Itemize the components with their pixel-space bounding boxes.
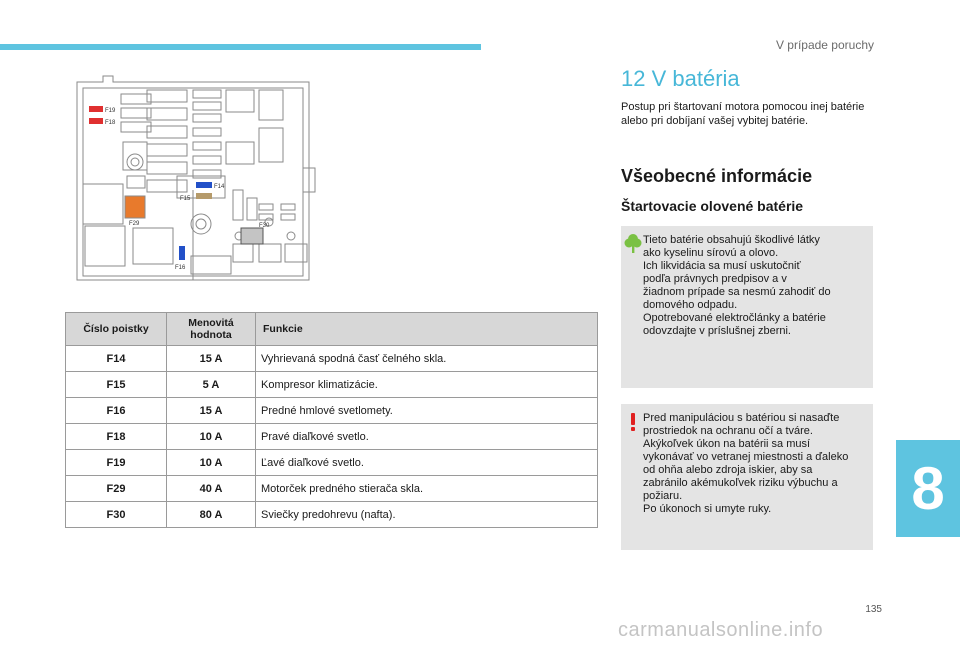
fuse-rating: 40 A bbox=[167, 476, 256, 502]
fuse-function: Kompresor klimatizácie. bbox=[256, 372, 598, 398]
fuse-function: Sviečky predohrevu (nafta). bbox=[256, 502, 598, 528]
table-row bbox=[66, 450, 598, 476]
header-rating: Menovitá hodnota bbox=[167, 313, 256, 346]
fuse-rating: 80 A bbox=[167, 502, 256, 528]
fuse-f16 bbox=[179, 246, 185, 260]
battery-title: 12 V batéria bbox=[621, 66, 740, 91]
fuse-function: Predné hmlové svetlomety. bbox=[256, 398, 598, 424]
fuse-label-f14: F14 bbox=[214, 184, 225, 190]
fuse-number: F29 bbox=[66, 476, 167, 502]
battery-intro: Postup pri štartovaní motora pomocou inej batérie alebo pri dobíjaní vašej vybitej batérie. bbox=[621, 101, 865, 127]
fuse-f14 bbox=[196, 182, 212, 188]
table-row bbox=[66, 502, 598, 528]
fuse-f29 bbox=[125, 196, 145, 218]
page-number: 135 bbox=[865, 604, 882, 615]
fuse-number: F18 bbox=[66, 424, 167, 450]
fuse-number: F14 bbox=[66, 346, 167, 372]
table-row bbox=[66, 398, 598, 424]
fuse-label-f30: F30 bbox=[259, 223, 270, 229]
table-row bbox=[66, 346, 598, 372]
fuse-f18 bbox=[89, 118, 103, 124]
fuse-label-f15: F15 bbox=[180, 196, 191, 202]
table-row bbox=[66, 372, 598, 398]
fuse-f30 bbox=[241, 228, 263, 244]
fuse-function: Pravé diaľkové svetlo. bbox=[256, 424, 598, 450]
fuse-f15 bbox=[196, 193, 212, 199]
fuse-number: F15 bbox=[66, 372, 167, 398]
fuse-number: F16 bbox=[66, 398, 167, 424]
warning-note-box bbox=[621, 404, 873, 550]
lead-acid-heading: Štartovacie olovené batérie bbox=[621, 198, 804, 214]
fuse-label-f19: F19 bbox=[105, 108, 116, 114]
table-header-row bbox=[66, 313, 598, 346]
fuse-function: Vyhrievaná spodná časť čelného skla. bbox=[256, 346, 598, 372]
watermark: carmanualsonline.info bbox=[618, 619, 824, 641]
fuse-rating: 15 A bbox=[167, 398, 256, 424]
fuse-label-f16: F16 bbox=[175, 265, 186, 271]
fuse-box-diagram bbox=[73, 72, 323, 296]
header-fuse-number: Číslo poistky bbox=[66, 313, 167, 346]
tree-icon bbox=[624, 233, 642, 255]
fuse-rating: 5 A bbox=[167, 372, 256, 398]
fuse-label-f29: F29 bbox=[129, 221, 140, 227]
eco-note-text: Tieto batérie obsahujú škodlivé látky ako kyselinu sírovú a olovo. Ich likvidácia sa musí uskutočniť podľa právnych predpisov a v žiadnom prípade sa nesmú zahodiť do domového odpadu. Opotrebované elektročlánky a batérie odovzdajte v príslušnej zberni. bbox=[643, 234, 831, 337]
fuse-table bbox=[65, 312, 598, 528]
section-title: V prípade poruchy bbox=[775, 38, 874, 52]
fuse-number: F30 bbox=[66, 502, 167, 528]
fuse-function: Ľavé diaľkové svetlo. bbox=[256, 450, 598, 476]
warning-note-text: Pred manipuláciou s batériou si nasaďte prostriedok na ochranu očí a tváre. Akýkoľvek úkon na batérii sa musí vykonávať vo vetranej miestnosti a ďaleko od ohňa alebo zdroja iskier, aby sa zabránilo akémukoľvek riziku výbuchu a požiaru. Po úkonoch si umyte ruky. bbox=[643, 412, 849, 515]
fuse-number: F19 bbox=[66, 450, 167, 476]
fuse-function: Motorček predného stierača skla. bbox=[256, 476, 598, 502]
general-info-heading: Všeobecné informácie bbox=[621, 166, 813, 186]
fuse-rating: 10 A bbox=[167, 424, 256, 450]
table-row bbox=[66, 476, 598, 502]
fuse-f19 bbox=[89, 106, 103, 112]
chapter-tab: 8 bbox=[896, 440, 960, 537]
fuse-rating: 15 A bbox=[167, 346, 256, 372]
header-function: Funkcie bbox=[256, 313, 598, 346]
fuse-label-f18: F18 bbox=[105, 120, 116, 126]
table-row bbox=[66, 424, 598, 450]
fuse-rating: 10 A bbox=[167, 450, 256, 476]
eco-note-box bbox=[621, 226, 873, 388]
exclamation-icon bbox=[624, 411, 642, 433]
header-accent-bar bbox=[0, 44, 481, 50]
